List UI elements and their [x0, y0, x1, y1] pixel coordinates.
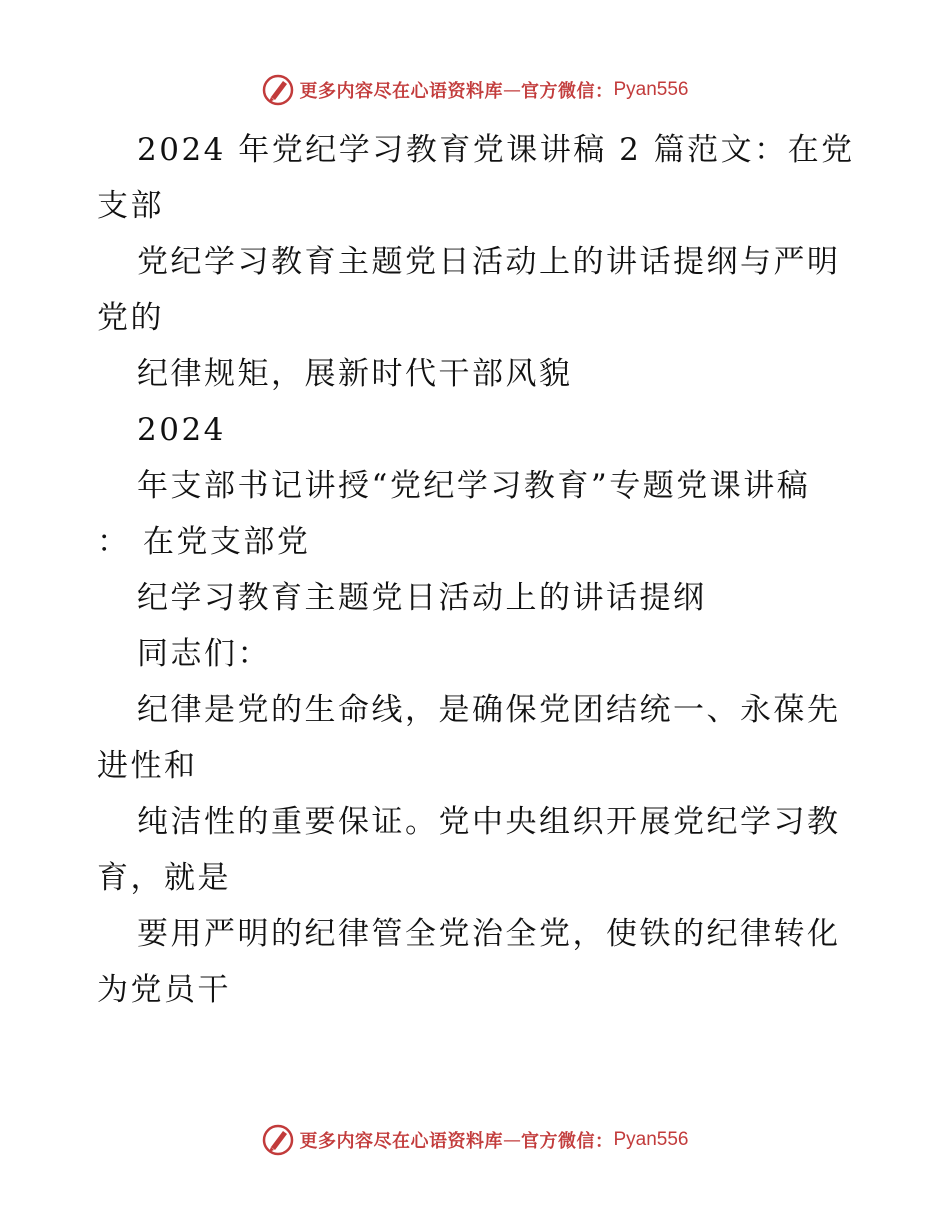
- title-line-5: 纪律规矩，展新时代干部风貌: [137, 356, 573, 392]
- paragraph-line-5: 要用严明的纪律管全党治全党，使铁的纪律转化: [137, 916, 841, 952]
- paragraph-line-6: 为党员干: [97, 972, 231, 1008]
- title-line-1: 2024 年党纪学习教育党课讲稿 2 篇范文：在党: [137, 132, 855, 168]
- watermark-brand: 更多内容尽在心语资料库: [299, 81, 503, 102]
- watermark-separator: —: [502, 79, 521, 101]
- subtitle-line-4: 纪学习教育主题党日活动上的讲话提纲: [137, 580, 707, 616]
- watermark-contact-label: 官方微信：: [520, 81, 614, 102]
- paragraph-line-4: 育，就是: [97, 860, 231, 896]
- subtitle-line-2: 年支部书记讲授“党纪学习教育”专题党课讲稿: [137, 468, 811, 504]
- pen-logo-icon: [261, 73, 295, 107]
- subtitle-line-1: 2024: [137, 412, 226, 448]
- title-line-3: 党纪学习教育主题党日活动上的讲话提纲与严明: [137, 244, 841, 280]
- paragraph-line-3: 纯洁性的重要保证。党中央组织开展党纪学习教: [137, 804, 841, 840]
- pen-logo-icon: [261, 1123, 295, 1157]
- footer-watermark: [0, 1120, 950, 1160]
- title-line-4: 党的: [97, 300, 164, 336]
- paragraph-line-1: 纪律是党的生命线，是确保党团结统一、永葆先: [137, 692, 841, 728]
- watermark-brand: 更多内容尽在心语资料库: [299, 1131, 503, 1152]
- paragraph-line-2: 进性和: [97, 748, 198, 784]
- watermark-contact-label: 官方微信：: [520, 1131, 614, 1152]
- subtitle-line-3: ： 在党支部党: [97, 524, 311, 560]
- document-body: [97, 122, 857, 1018]
- watermark-separator: —: [502, 1129, 521, 1151]
- watermark-contact-id: Pyan556: [613, 1129, 689, 1150]
- watermark-contact-id: Pyan556: [613, 79, 689, 100]
- title-line-2: 支部: [97, 188, 164, 224]
- salutation: 同志们：: [137, 636, 271, 672]
- header-watermark: [0, 70, 950, 110]
